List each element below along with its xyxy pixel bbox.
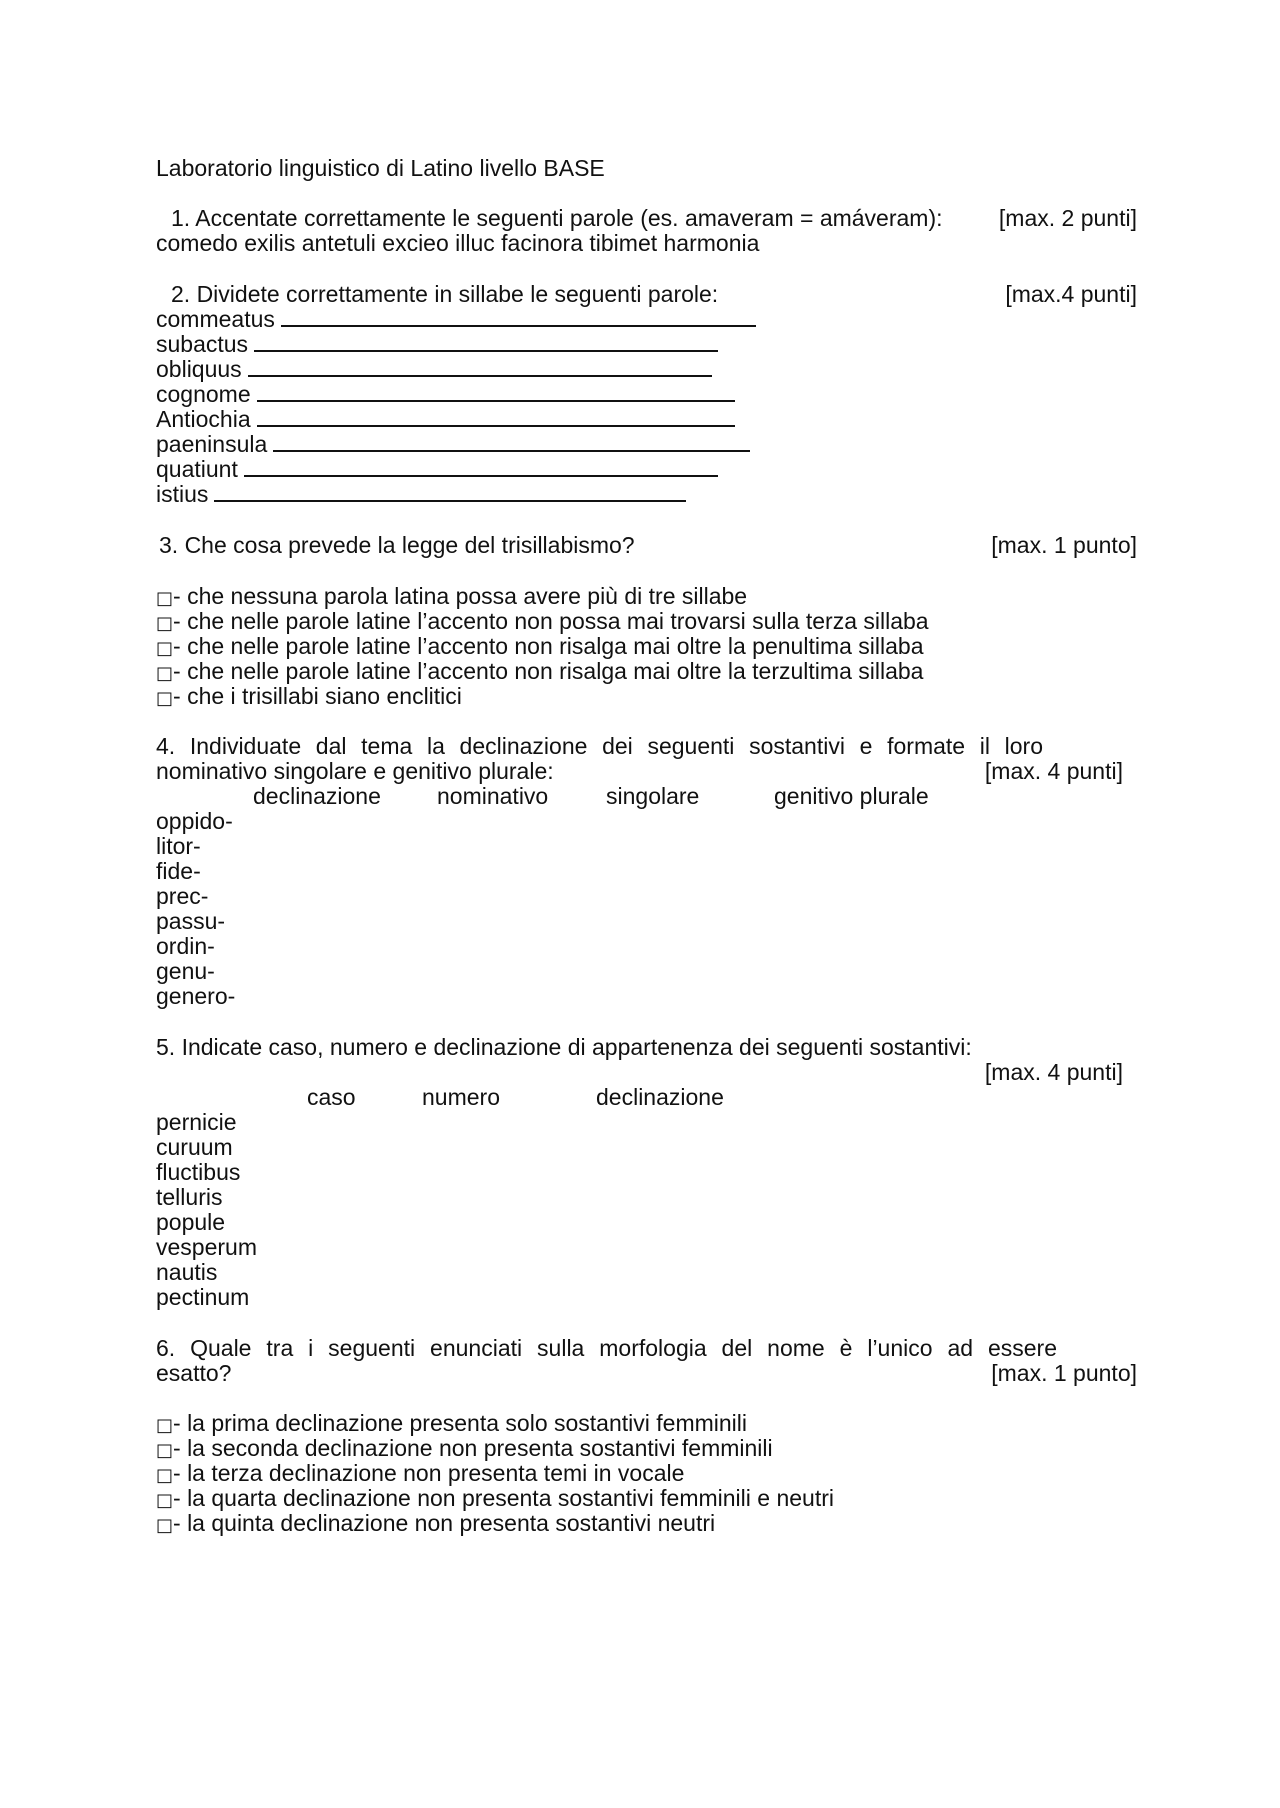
syllable-row [156,407,735,432]
option-row[interactable] [156,1486,834,1513]
noun-row: vesperum [156,1234,257,1260]
syllable-word: paeninsula [156,431,268,457]
syllable-row [156,432,750,457]
option-label: - che nelle parole latine l’accento non risalga mai oltre la terzultima sillaba [173,658,924,684]
stem-row: fide- [156,858,201,884]
checkbox[interactable]: □ [156,638,174,659]
syllable-word: obliquus [156,356,242,382]
stem-row: ordin- [156,933,215,959]
syllable-word: quatiunt [156,456,238,482]
option-row[interactable] [156,659,923,686]
question-5-text: 5. Indicate caso, numero e declinazione di appartenenza dei seguenti sostantivi: [156,1034,972,1060]
option-row[interactable] [156,684,462,711]
syllable-row [156,482,686,507]
column-header-caso: caso [307,1084,356,1110]
noun-row: fluctibus [156,1159,241,1185]
syllable-row [156,332,718,357]
answer-blank[interactable] [214,482,686,502]
checkbox[interactable]: □ [156,688,174,709]
option-label: - la quarta declinazione non presenta sostantivi femminili e neutri [173,1485,834,1511]
option-label: - che i trisillabi siano enclitici [173,683,462,709]
checkbox[interactable]: □ [156,588,174,609]
answer-blank[interactable] [273,432,750,452]
option-row[interactable] [156,1511,715,1538]
answer-blank[interactable] [281,307,756,327]
noun-row: pectinum [156,1284,250,1310]
syllable-word: subactus [156,331,249,357]
option-row[interactable] [156,1461,684,1488]
answer-blank[interactable] [248,357,712,377]
column-header-nominativo: nominativo [437,783,549,809]
question-1-words: comedo exilis antetuli excieo illuc facinora tibimet harmonia [156,230,760,256]
stem-row: litor- [156,833,201,859]
noun-row: pernicie [156,1109,237,1135]
answer-blank[interactable] [254,332,718,352]
option-label: - che nessuna parola latina possa avere più di tre sillabe [173,583,748,609]
syllable-word: commeatus [156,306,275,332]
option-row[interactable] [156,634,924,661]
answer-blank[interactable] [257,382,735,402]
stem-row: genu- [156,958,215,984]
noun-row: nautis [156,1259,218,1285]
syllable-row [156,457,718,482]
option-label: - la terza declinazione non presenta temi in vocale [173,1460,685,1486]
option-row[interactable] [156,1411,747,1438]
option-label: - che nelle parole latine l’accento non possa mai trovarsi sulla terza sillaba [173,608,929,634]
noun-row: popule [156,1209,226,1235]
checkbox[interactable]: □ [156,1490,174,1511]
syllable-row [156,307,756,332]
checkbox[interactable]: □ [156,1515,174,1536]
option-label: - la quinta declinazione non presenta sostantivi neutri [173,1510,716,1536]
column-header-declinazione: declinazione [253,783,381,809]
option-label: - la seconda declinazione non presenta sostantivi femminili [173,1435,773,1461]
checkbox[interactable]: □ [156,1440,174,1461]
stem-row: passu- [156,908,226,934]
noun-row: telluris [156,1184,223,1210]
syllable-word: Antiochia [156,406,251,432]
question-3-points: [max. 1 punto] [991,532,1137,558]
option-row[interactable] [156,1436,773,1463]
column-header-genitivo-plurale: genitivo plurale [774,783,929,809]
checkbox[interactable]: □ [156,1415,174,1436]
answer-blank[interactable] [244,457,718,477]
question-3-text: 3. Che cosa prevede la legge del trisillabismo? [159,532,635,558]
question-4-text-line2: nominativo singolare e genitivo plurale: [156,758,554,784]
question-2-points: [max.4 punti] [1005,281,1137,307]
question-2-text: 2. Dividete correttamente in sillabe le seguenti parole: [171,281,719,307]
question-6-text-line2: esatto? [156,1360,232,1386]
column-header-singolare: singolare [606,783,700,809]
question-5-points: [max. 4 punti] [984,1059,1123,1085]
option-label: - che nelle parole latine l’accento non risalga mai oltre la penultima sillaba [173,633,924,659]
checkbox[interactable]: □ [156,663,174,684]
column-header-numero: numero [422,1084,500,1110]
noun-row: curuum [156,1134,233,1160]
stem-row: genero- [156,983,236,1009]
question-1-points: [max. 2 punti] [998,205,1137,231]
syllable-row [156,357,712,382]
option-row[interactable] [156,584,747,611]
column-header-declinazione: declinazione [596,1084,724,1110]
question-1-text: 1. Accentate correttamente le seguenti parole (es. amaveram = amáveram): [171,205,943,231]
option-label: - la prima declinazione presenta solo sostantivi femminili [173,1410,747,1436]
stem-row: oppido- [156,808,233,834]
answer-blank[interactable] [257,407,735,427]
question-4-points: [max. 4 punti] [984,758,1123,784]
syllable-word: istius [156,481,209,507]
checkbox[interactable]: □ [156,613,174,634]
syllable-row [156,382,735,407]
document-title: Laboratorio linguistico di Latino livello BASE [156,155,605,181]
option-row[interactable] [156,609,929,636]
checkbox[interactable]: □ [156,1465,174,1486]
question-6-text-line1: 6. Quale tra i seguenti enunciati sulla morfologia del nome è l’unico ad essere [156,1335,1057,1361]
stem-row: prec- [156,883,209,909]
question-4-text-line1: 4. Individuate dal tema la declinazione dei seguenti sostantivi e formate il loro [156,733,1043,759]
question-6-points: [max. 1 punto] [991,1360,1137,1386]
syllable-word: cognome [156,381,251,407]
